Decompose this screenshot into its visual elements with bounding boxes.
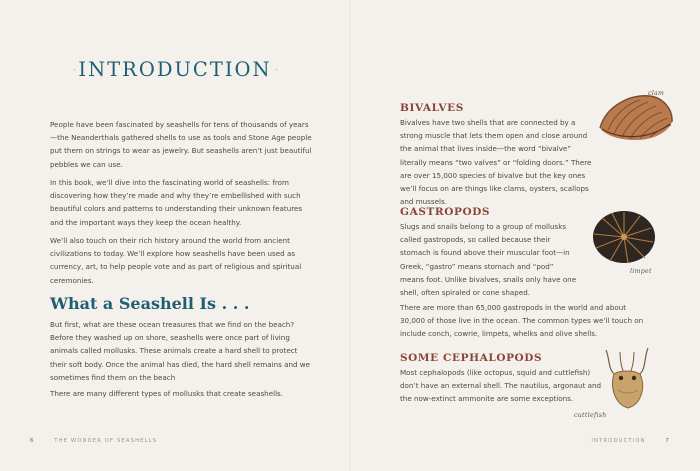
bivalves-heading: BIVALVES <box>400 102 464 114</box>
limpet-caption: limpet <box>630 268 652 275</box>
section-heading: What a Seashell Is . . . <box>50 294 250 313</box>
cephalopods-text: Most cephalopods (like octopus, squid and cuttlefish) don’t have an external shell. The nautilus, argonaut and the now-extinct ammonite are some exceptions. <box>400 368 602 404</box>
cuttlefish-caption: cuttlefish <box>574 412 607 419</box>
bivalves-text: Bivalves have two shells that are connected by a strong muscle that lets them open and close around the animal that lives inside—the word “bivalve” literally means “two valves” or “folding doors.” There are over 15,000 species of bivalve but the key ones we’ll focus on are things like clams, oysters, scallops and mussels. <box>400 118 592 207</box>
limpet-shell-illustration <box>590 206 658 266</box>
intro-paragraph-3: We’ll also touch on their rich history around the world from ancient civilizations to today. We’ll explore how seashells have been used as currency, art, to help people vote and as part of religious and spiritual ceremonies. <box>50 236 302 285</box>
running-title-right: INTRODUCTION <box>591 438 646 444</box>
page-number-left: 6 <box>30 438 35 444</box>
cuttlefish-illustration <box>598 346 658 412</box>
section-paragraph-1: But first, what are these ocean treasures that we find on the beach? Before they washed up on shore, seashells were once part of living animals called mollusks. These animals create a hard shell to protect their soft body. Once the animal has died, the hard shell remains and we sometimes find them on the beach <box>50 320 311 382</box>
chapter-title-block <box>70 56 280 82</box>
page-number-right: 7 <box>665 438 670 444</box>
clam-shell-illustration <box>596 92 676 144</box>
running-title-left: THE WONDER OF SEASHELLS <box>54 438 158 444</box>
gastropods-heading: GASTROPODS <box>400 206 491 218</box>
intro-paragraph-2: In this book, we’ll dive into the fascinating world of seashells: from discovering how they’re made and why they’re embellished with such beautiful colors and patterns to understanding their unknown features and the important ways they keep the ocean healthy. <box>50 178 303 227</box>
gastropods-text-2: There are more than 65,000 gastropods in the world and about 30,000 of those live in the ocean. The common types we’ll touch on include conch, cowrie, limpets, whelks and olive shells. <box>400 303 644 339</box>
book-gutter <box>349 0 351 471</box>
chapter-title: INTRODUCTION <box>78 57 272 81</box>
clam-caption: clam <box>648 90 665 97</box>
gastropods-text: Slugs and snails belong to a group of mollusks called gastropods, so called because their stomach is found above their muscular foot—in Greek, “gastro” means stomach and “pod” means foot. Unlike bivalves, snails only have one shell, often spiraled or cone shaped. <box>400 222 577 298</box>
left-footer <box>30 438 157 444</box>
cephalopods-heading: SOME CEPHALOPODS <box>400 352 543 364</box>
intro-paragraph-1: People have been fascinated by seashells for tens of thousands of years—the Neanderthals gathered shells to use as tools and Stone Age people put them on strings to wear as jewelry. But seashells aren’t just beautiful pebbles we can use. <box>50 120 312 169</box>
section-paragraph-2: There are many different types of mollusks that create seashells. <box>50 389 284 398</box>
right-footer <box>591 438 670 444</box>
